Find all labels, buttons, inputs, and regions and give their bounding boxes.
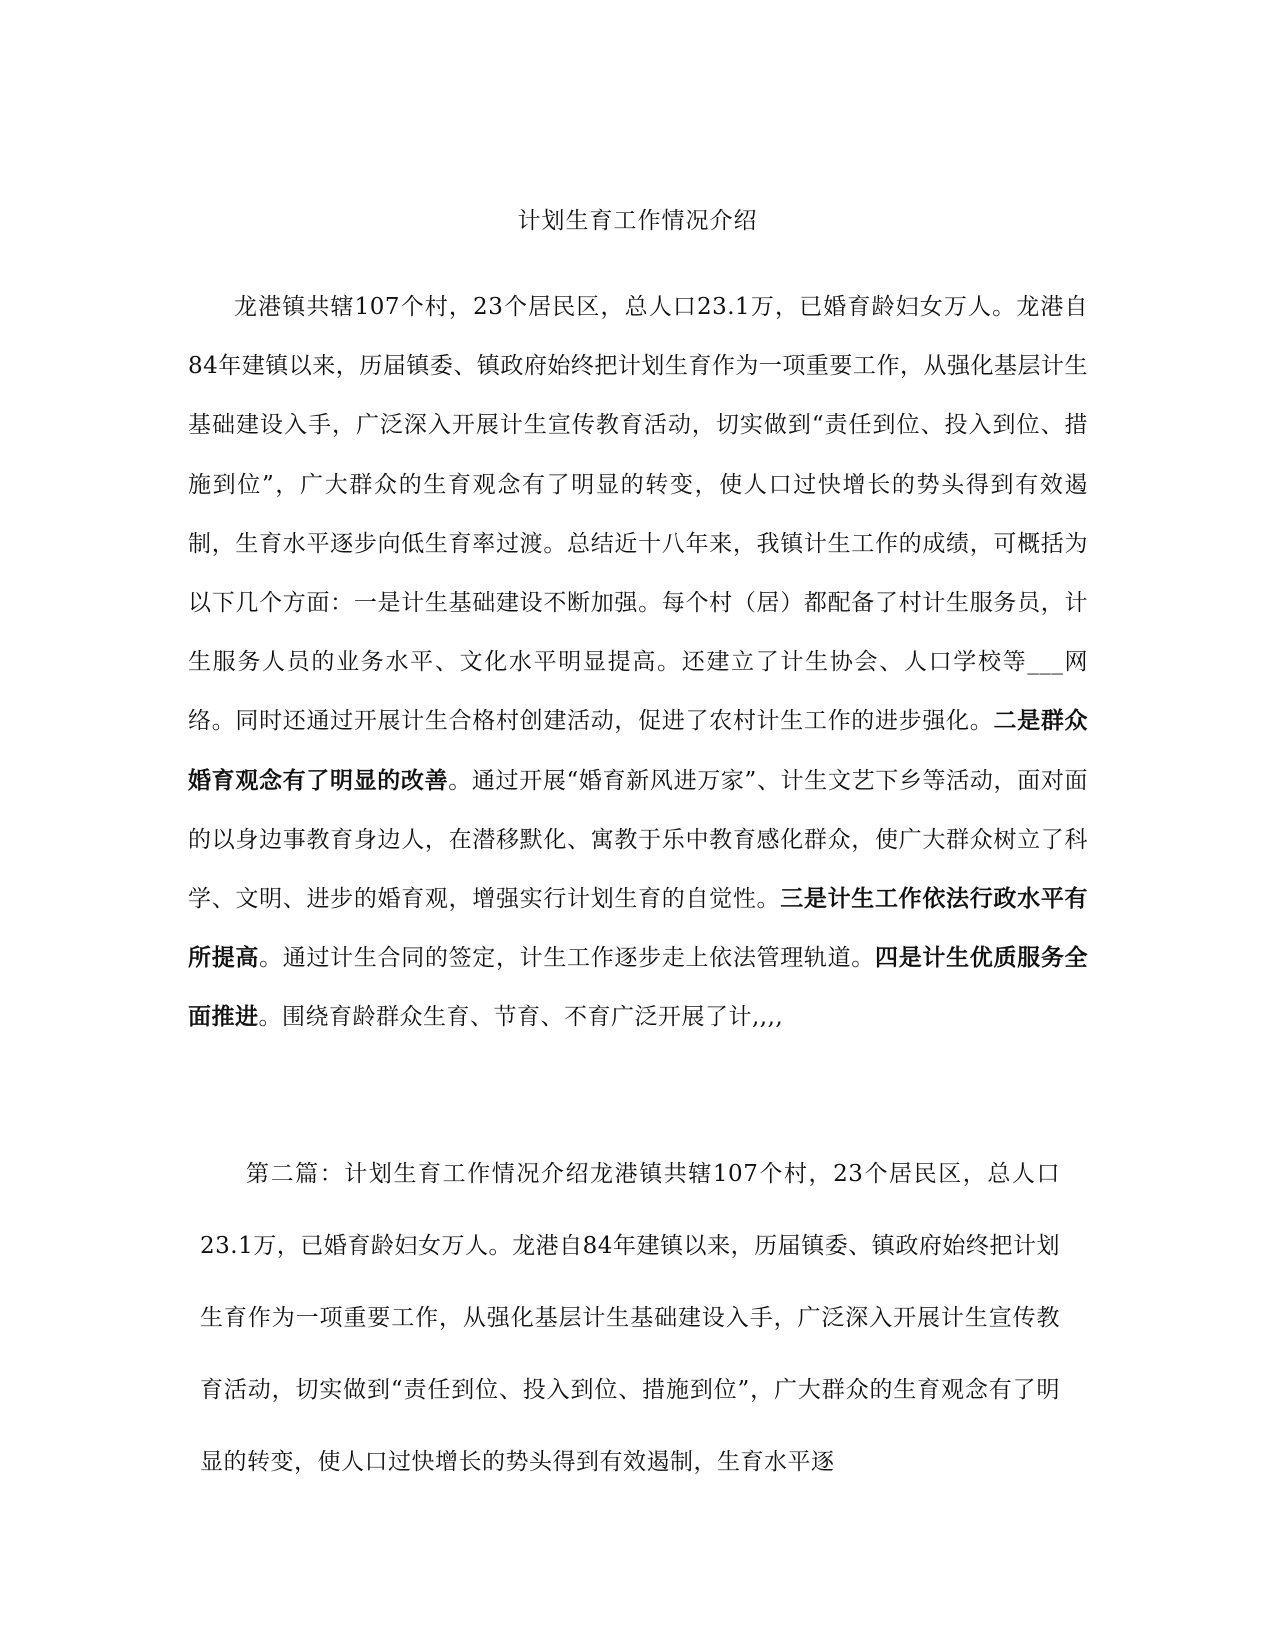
para1-text-a: 龙港镇共辖107个村，23个居民区，总人口23.1万，已婚育龄妇女万人。龙港自84年建镇以来，历届镇委、镇政府始终把计划生育作为一项重要工作，从强化基层计生基础建设入手，广泛深入开展计生宣传教育活动，切实做到“责任到位、投入到位、措施到位”，广大群众的生育观念有了明显的转变，使人口过快增长的势头得到有效遏制，生育水平逐步向低生育率过渡。总结近十八年来，我镇计生工作的成绩，可概括为以下几个方面：一是计生基础建设不断加强。每个村（居）都配备了村计生服务员，计生服务人员的业务水平、文化水平明显提高。还建立了计生协会、人口学校等___网络。同时还通过开展计生合格村创建活动，促进了农村计生工作的进步强化。 <box>188 294 1088 735</box>
para1-text-d: 。围绕育龄群众生育、节育、不育广泛开展了计,,,, <box>258 1004 784 1031</box>
paragraph-first <box>188 278 1088 1048</box>
para1-bold-point-3: 三是计生工作依法行政水平有所提高 <box>188 886 1089 972</box>
para1-bold-point-4: 四是计生优质服务全面推进 <box>188 945 1089 1031</box>
document-title: 计划生育工作情况介绍 <box>517 208 758 234</box>
para1-text-b: 。通过开展“婚育新风进万家”、计生文艺下乡等活动，面对面的以身边事教育身边人，在潜移默化、寓教于乐中教育感化群众，使广大群众树立了科学、文明、进步的婚育观，增强实行计划生育的自觉性。 <box>188 767 1088 913</box>
para1-bold-point-2: 二是群众婚育观念有了明显的改善 <box>188 708 1089 794</box>
para1-text-c: 。通过计生合同的签定，计生工作逐步走上依法管理轨道。 <box>259 945 875 972</box>
paragraph-second: 第二篇：计划生育工作情况介绍龙港镇共辖107个村，23个居民区，总人口23.1万，已婚育龄妇女万人。龙港自84年建镇以来，历届镇委、镇政府始终把计划生育作为一项重要工作，从强化基层计生基础建设入手，广泛深入开展计生宣传教育活动，切实做到“责任到位、投入到位、措施到位”，广大群众的生育观念有了明显的转变，使人口过快增长的势头得到有效遏制，生育水平逐 <box>200 1161 1060 1475</box>
